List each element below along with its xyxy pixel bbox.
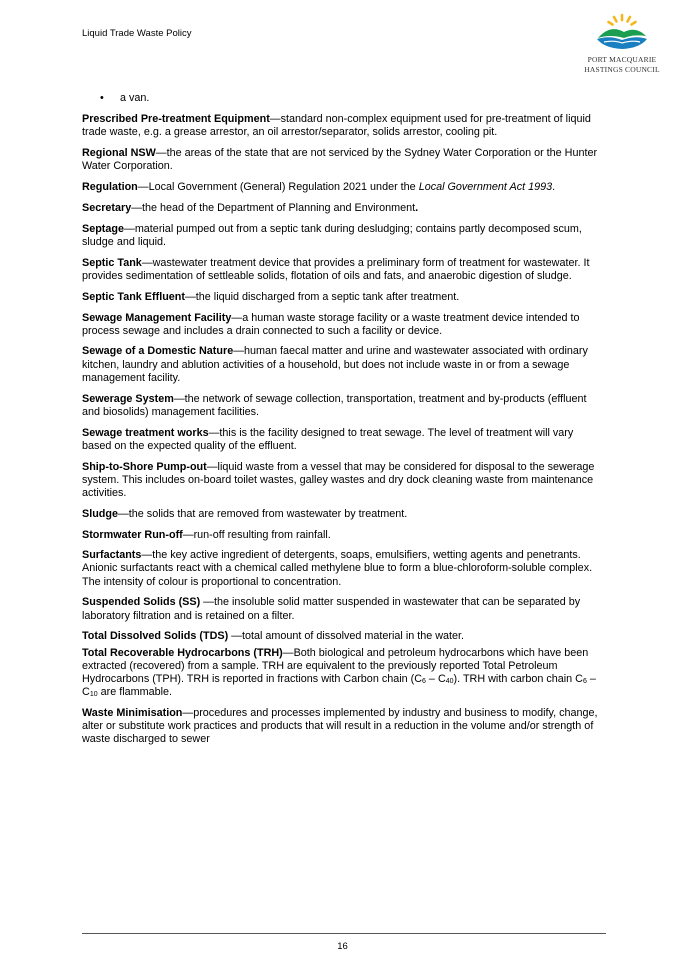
definition-term: Sludge — [82, 507, 118, 520]
definition-text: —material pumped out from a septic tank during desludging; contains partly decomposed scum, sludge and liquid. — [82, 222, 582, 248]
page-number: 16 — [337, 941, 348, 952]
subscript: 40 — [445, 677, 454, 685]
logo-line-2: HASTINGS COUNCIL — [584, 64, 660, 74]
definition-term: Total Recoverable Hydrocarbons (TRH) — [82, 646, 283, 659]
definition-text: – C — [82, 672, 596, 698]
bullet-text: a van. — [120, 92, 150, 104]
definition-text: —procedures and processes implemented by industry and business to modify, change, alter or substitute work practices and products that will result in a reduction in the volume and/or strength of waste discharged to sewer — [82, 706, 598, 745]
definition-septage — [82, 223, 602, 249]
definition-text: —Local Government (General) Regulation 2021 under the — [137, 180, 419, 193]
definition-term: Sewerage System — [82, 392, 174, 405]
definition-text: —the head of the Department of Planning and Environment — [131, 201, 416, 214]
definition-term: Prescribed Pre-treatment Equipment — [82, 112, 270, 125]
definition-text: are flammable. — [97, 685, 173, 698]
definition-term: Sewage treatment works — [82, 426, 209, 439]
list-item-bullet — [82, 92, 602, 105]
definition-suspended-solids — [82, 596, 602, 622]
definition-text: —Both biological and petroleum hydrocarbons which have been extracted (recovered) from a sample. TRH are equivalent to the previously reported Total Petroleum Hydrocarbons (TPH). TRH is reported in fractions with Carbon chain (C — [82, 646, 589, 685]
definition-total-dissolved-solids — [82, 630, 602, 643]
definition-text: —total amount of dissolved material in the water. — [228, 630, 465, 643]
definition-text: —this is the facility designed to treat sewage. The level of treatment will vary based on the expected quality of the effluent. — [82, 426, 574, 452]
definition-text: —wastewater treatment device that provides a preliminary form of treatment for wastewater. It provides sedimentation of settleable solids, flotation of oils and fats, and anaerobic digestion of sludge. — [82, 256, 590, 282]
definition-text: ). TRH with carbon chain C — [453, 672, 583, 685]
definition-sewage-management-facility — [82, 312, 602, 338]
subscript: 6 — [422, 677, 426, 685]
definition-term: Regulation — [82, 180, 138, 193]
definition-term: Stormwater Run-off — [82, 528, 183, 541]
definition-term: Suspended Solids (SS) — [82, 596, 201, 609]
definition-regulation — [82, 181, 602, 194]
definition-sludge — [82, 508, 602, 521]
definition-text: —standard non-complex equipment used for pre-treatment of liquid trade waste, e.g. a grease arrestor, an oil arrestor/separator, solids arrestor, cooling pit. — [82, 112, 591, 138]
definition-secretary — [82, 202, 602, 215]
definition-prescribed-pretreatment — [82, 113, 602, 139]
definition-stormwater-runoff — [82, 529, 602, 542]
definition-text: —the insoluble solid matter suspended in wastewater that can be separated by laboratory filtration and is retained on a filter. — [82, 596, 581, 622]
definition-waste-minimisation — [82, 707, 602, 746]
definition-term: Waste Minimisation — [82, 706, 183, 719]
definition-text: —the solids that are removed from wastewater by treatment. — [118, 507, 408, 520]
definition-trh — [82, 647, 602, 699]
definitions-content — [82, 92, 602, 754]
definition-text: —the network of sewage collection, transportation, treatment and by-products (effluent and biosolids) management facilities. — [82, 392, 587, 418]
council-logo — [578, 12, 666, 82]
definition-term: Septage — [82, 222, 125, 235]
definition-term: Septic Tank — [82, 256, 142, 269]
definition-text: —a human waste storage facility or a waste treatment device intended to process sewage and includes a drain connected to such a facility or device. — [82, 311, 580, 337]
definition-term: Regional NSW — [82, 146, 156, 159]
definition-tail: . — [552, 180, 556, 193]
subscript: 10 — [89, 690, 98, 698]
definition-text: —the liquid discharged from a septic tank after treatment. — [184, 290, 460, 303]
definition-sewage-domestic-nature — [82, 345, 602, 384]
definition-term: Septic Tank Effluent — [82, 290, 185, 303]
definition-text: —run-off resulting from rainfall. — [182, 528, 331, 541]
definition-term: Surfactants — [82, 549, 142, 562]
definition-term: Total Dissolved Solids (TDS) — [82, 630, 229, 643]
document-header-title: Liquid Trade Waste Policy — [82, 28, 192, 39]
logo-line-1: PORT MACQUARIE — [587, 55, 657, 64]
subscript: 6 — [582, 677, 587, 685]
definition-sewerage-system — [82, 393, 602, 419]
definition-act-title: Local Government Act 1993 — [418, 180, 553, 193]
definition-text: —the key active ingredient of detergents, soaps, emulsifiers, wetting agents and penetrants. Anionic surfactants react with a chemical called methylene blue to form a blue-chloroform-soluble complex. The intensity of colour is proportional to concentration. — [82, 549, 593, 588]
definition-ship-to-shore — [82, 461, 602, 500]
definition-regional-nsw — [82, 147, 602, 173]
definition-surfactants — [82, 549, 602, 588]
definition-text: —human faecal matter and urine and wastewater associated with ordinary kitchen, laundry and ablution activities of a household, but does not include waste in or from a sewage management facility. — [82, 345, 588, 384]
definition-term: Secretary — [82, 201, 132, 214]
definition-text: – C — [425, 672, 446, 685]
bullet-marker: • — [100, 92, 104, 104]
definition-septic-tank — [82, 257, 602, 283]
footer-divider — [82, 933, 606, 934]
definition-term: Sewage of a Domestic Nature — [82, 345, 234, 358]
definition-text: —liquid waste from a vessel that may be considered for disposal to the sewerage system. This includes on-board toilet wastes, galley wastes and dry dock cleaning waste from maintenance activities. — [82, 460, 595, 499]
definition-sewage-treatment-works — [82, 427, 602, 453]
definition-text: —the areas of the state that are not serviced by the Sydney Water Corporation or the Hunter Water Corporation. — [82, 146, 598, 172]
council-logo-icon — [594, 12, 650, 52]
definition-septic-tank-effluent — [82, 291, 602, 304]
definition-tail: . — [415, 201, 419, 214]
definition-term: Sewage Management Facility — [82, 311, 232, 324]
definition-term: Ship-to-Shore Pump-out — [82, 460, 207, 473]
